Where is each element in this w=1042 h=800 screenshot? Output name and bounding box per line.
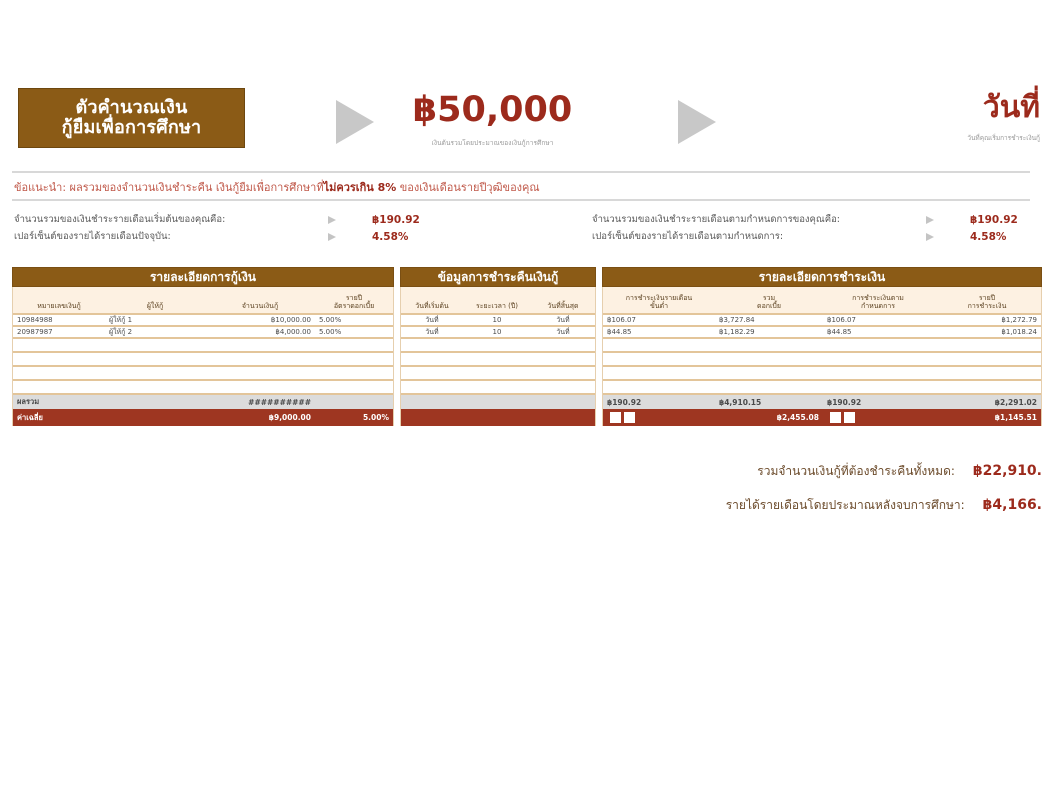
cell-total-annual: ฿2,291.02 xyxy=(994,397,1037,407)
page-header xyxy=(0,78,1042,173)
column-header-scheduled-payment-line2: กำหนดการ xyxy=(860,301,896,310)
repayment-info-table xyxy=(400,267,596,426)
total-repayment-value: ฿22,910. xyxy=(972,463,1042,479)
repayment-grand-row xyxy=(401,409,595,426)
cell-grand-annual: ฿1,145.51 xyxy=(994,413,1037,422)
table-row-empty[interactable] xyxy=(603,337,1041,351)
payment-details-header-row xyxy=(602,287,1042,313)
summary-row xyxy=(14,228,444,245)
cell-total-min-monthly: ฿190.92 xyxy=(607,397,642,407)
cell-total-scheduled: ฿190.92 xyxy=(827,397,862,407)
start-date-caption: วันที่คุณเริ่มการชำระเงินกู้ xyxy=(967,134,1040,142)
column-header-loan-number: หมายเลขเงินกู้ xyxy=(37,301,81,310)
summary-value: 4.58% xyxy=(372,230,409,243)
summary-value: ฿190.92 xyxy=(372,213,420,226)
repayment-info-body xyxy=(400,313,596,426)
column-header-total-interest-line2: ดอกเบี้ย xyxy=(757,301,781,310)
start-date-value[interactable]: วันที่ xyxy=(982,90,1040,125)
checkbox-icon[interactable] xyxy=(610,412,621,423)
start-date-block xyxy=(810,90,1042,143)
column-header-total-interest xyxy=(715,294,823,313)
column-header-term-years: ระยะเวลา (ปี) xyxy=(475,301,519,310)
payment-details-banner: รายละเอียดการชำระเงิน xyxy=(602,267,1042,287)
cell-grand-checkbox-group-1 xyxy=(603,412,715,423)
loan-amount-block xyxy=(390,90,595,148)
page-title-line2: กู้ยืมเพื่อการศึกษา xyxy=(61,117,202,138)
cell-term-years: 10 xyxy=(492,328,502,336)
cell-interest-rate: 5.00% xyxy=(319,328,342,336)
estimated-income-value: ฿4,166. xyxy=(982,497,1042,513)
table-row-empty[interactable] xyxy=(13,365,393,379)
summary-scheduled xyxy=(592,211,1042,245)
cell-total-amount-overflow: ########## xyxy=(248,397,311,407)
cell-loan-number: 10984988 xyxy=(17,316,53,324)
cell-min-monthly-payment: ฿44.85 xyxy=(607,328,632,336)
payment-details-table xyxy=(602,267,1042,426)
summary-value: ฿190.92 xyxy=(970,213,1018,226)
column-header-min-monthly-payment xyxy=(603,294,715,313)
loan-details-table xyxy=(12,267,394,426)
loan-total-row xyxy=(13,393,393,409)
summary-label: เปอร์เซ็นต์ของรายได้รายเดือนปัจจุบัน: xyxy=(14,231,171,242)
loan-details-body xyxy=(12,313,394,426)
advice-emphasis: ไม่ควรเกิน 8% xyxy=(323,181,397,194)
column-header-interest-rate-line2: อัตราดอกเบี้ย xyxy=(333,301,375,310)
column-header-min-monthly-payment-line2: ขั้นต่ำ xyxy=(649,301,669,310)
cell-interest-rate: 5.00% xyxy=(319,316,342,324)
cell-start-date: วันที่ xyxy=(425,315,439,324)
checkbox-icon[interactable] xyxy=(624,412,635,423)
summary-row xyxy=(592,228,1042,245)
payment-grand-row xyxy=(603,409,1041,426)
cell-term-years: 10 xyxy=(492,316,502,324)
column-header-end-date: วันที่สิ้นสุด xyxy=(547,301,579,310)
cell-total-interest-sum: ฿4,910.15 xyxy=(719,397,762,407)
table-row[interactable] xyxy=(401,325,595,337)
triangle-right-icon xyxy=(328,233,336,241)
table-row-empty[interactable] xyxy=(401,365,595,379)
column-header-scheduled-payment-line1: การชำระเงินตาม xyxy=(852,293,904,302)
table-row-empty[interactable] xyxy=(13,379,393,393)
summary-row xyxy=(14,211,444,228)
checkbox-icon[interactable] xyxy=(844,412,855,423)
table-row-empty[interactable] xyxy=(401,337,595,351)
table-row-empty[interactable] xyxy=(13,351,393,365)
cell-annual-payment: ฿1,018.24 xyxy=(1001,328,1037,336)
column-header-lender: ผู้ให้กู้ xyxy=(146,301,164,310)
table-row-empty[interactable] xyxy=(603,351,1041,365)
loan-amount-caption: เงินต้นรวมโดยประมาณของเงินกู้การศึกษา xyxy=(431,139,554,148)
triangle-right-icon xyxy=(328,216,336,224)
advice-suffix: ของเงินเดือนรายปีวุฒิของคุณ xyxy=(396,181,540,194)
cell-end-date: วันที่ xyxy=(556,327,570,336)
table-row[interactable] xyxy=(401,313,595,325)
repayment-info-header-row xyxy=(400,287,596,313)
advice-notice xyxy=(14,178,1024,196)
triangle-right-icon xyxy=(336,100,374,144)
summary-current xyxy=(14,211,444,245)
cell-annual-payment: ฿1,272.79 xyxy=(1001,316,1037,324)
total-repayment-label: รวมจำนวนเงินกู้ที่ต้องชำระคืนทั้งหมด: xyxy=(757,464,955,478)
table-row[interactable] xyxy=(13,313,393,325)
cell-average-label: ค่าเฉลี่ย xyxy=(17,412,43,422)
column-header-scheduled-payment xyxy=(823,294,933,313)
cell-average-amount: ฿9,000.00 xyxy=(268,413,311,422)
summary-label: จำนวนรวมของเงินชำระรายเดือนเริ่มต้นของคุณคือ: xyxy=(14,214,226,225)
payment-details-body xyxy=(602,313,1042,426)
cell-loan-amount: ฿4,000.00 xyxy=(275,328,311,336)
cell-total-interest: ฿3,727.84 xyxy=(719,316,755,324)
cell-average-rate: 5.00% xyxy=(362,413,389,422)
bottom-summary-row xyxy=(600,462,1042,496)
cell-total-label: ผลรวม xyxy=(17,397,40,406)
divider-bottom xyxy=(12,199,1030,201)
triangle-right-icon xyxy=(926,233,934,241)
loan-details-header-row xyxy=(12,287,394,313)
cell-loan-amount: ฿10,000.00 xyxy=(270,316,311,324)
loan-amount-value[interactable]: ฿50,000 xyxy=(412,90,573,130)
cell-total-interest: ฿1,182.29 xyxy=(719,328,755,336)
loan-average-row xyxy=(13,409,393,426)
table-row[interactable] xyxy=(13,325,393,337)
cell-end-date: วันที่ xyxy=(556,315,570,324)
estimated-income-label: รายได้รายเดือนโดยประมาณหลังจบการศึกษา: xyxy=(725,498,965,512)
column-header-start-date: วันที่เริ่มต้น xyxy=(415,301,449,310)
column-header-annual-payment xyxy=(933,294,1041,313)
cell-scheduled-payment: ฿106.07 xyxy=(827,316,856,324)
cell-grand-interest: ฿2,455.08 xyxy=(776,413,819,422)
summary-value: 4.58% xyxy=(970,230,1007,243)
column-header-loan-amount: จำนวนเงินกู้ xyxy=(241,301,279,310)
column-header-interest-rate-line1: รายปี xyxy=(345,293,363,302)
cell-scheduled-payment: ฿44.85 xyxy=(827,328,852,336)
triangle-right-icon xyxy=(926,216,934,224)
summary-label: เปอร์เซ็นต์ของรายได้รายเดือนตามกำหนดการ: xyxy=(592,231,784,242)
summary-row xyxy=(592,211,1042,228)
table-row-empty[interactable] xyxy=(13,337,393,351)
column-header-interest-rate xyxy=(315,294,393,313)
page-title-line1: ตัวคำนวณเงิน xyxy=(75,96,188,118)
repayment-info-banner: ข้อมูลการชำระคืนเงินกู้ xyxy=(400,267,596,287)
repayment-total-row xyxy=(401,393,595,409)
table-row-empty[interactable] xyxy=(603,365,1041,379)
column-header-total-interest-line1: รวม xyxy=(762,293,776,302)
bottom-summary xyxy=(600,462,1042,530)
cell-lender: ผู้ให้กู้ 2 xyxy=(109,327,133,336)
table-row-empty[interactable] xyxy=(401,351,595,365)
bottom-summary-row xyxy=(600,496,1042,530)
table-row-empty[interactable] xyxy=(603,379,1041,393)
cell-start-date: วันที่ xyxy=(425,327,439,336)
table-row[interactable] xyxy=(603,325,1041,337)
loan-details-banner: รายละเอียดการกู้เงิน xyxy=(12,267,394,287)
table-row[interactable] xyxy=(603,313,1041,325)
column-header-annual-payment-line1: รายปี xyxy=(978,293,996,302)
page-title xyxy=(18,88,245,148)
summary-label: จำนวนรวมของเงินชำระรายเดือนตามกำหนดการของคุณคือ: xyxy=(592,214,840,225)
advice-prefix: ข้อแนะนำ: ผลรวมของจำนวนเงินชำระคืน เงินกู้ยืมเพื่อการศึกษาที่ xyxy=(14,181,324,194)
divider-top xyxy=(12,171,1030,173)
triangle-right-icon xyxy=(678,100,716,144)
cell-loan-number: 20987987 xyxy=(17,328,53,336)
payment-total-row xyxy=(603,393,1041,409)
column-header-min-monthly-payment-line1: การชำระเงินรายเดือน xyxy=(625,293,693,302)
column-header-annual-payment-line2: การชำระเงิน xyxy=(967,301,1007,310)
cell-grand-checkbox-group-2 xyxy=(823,412,933,423)
table-row-empty[interactable] xyxy=(401,379,595,393)
cell-min-monthly-payment: ฿106.07 xyxy=(607,316,636,324)
cell-lender: ผู้ให้กู้ 1 xyxy=(109,315,133,324)
checkbox-icon[interactable] xyxy=(830,412,841,423)
